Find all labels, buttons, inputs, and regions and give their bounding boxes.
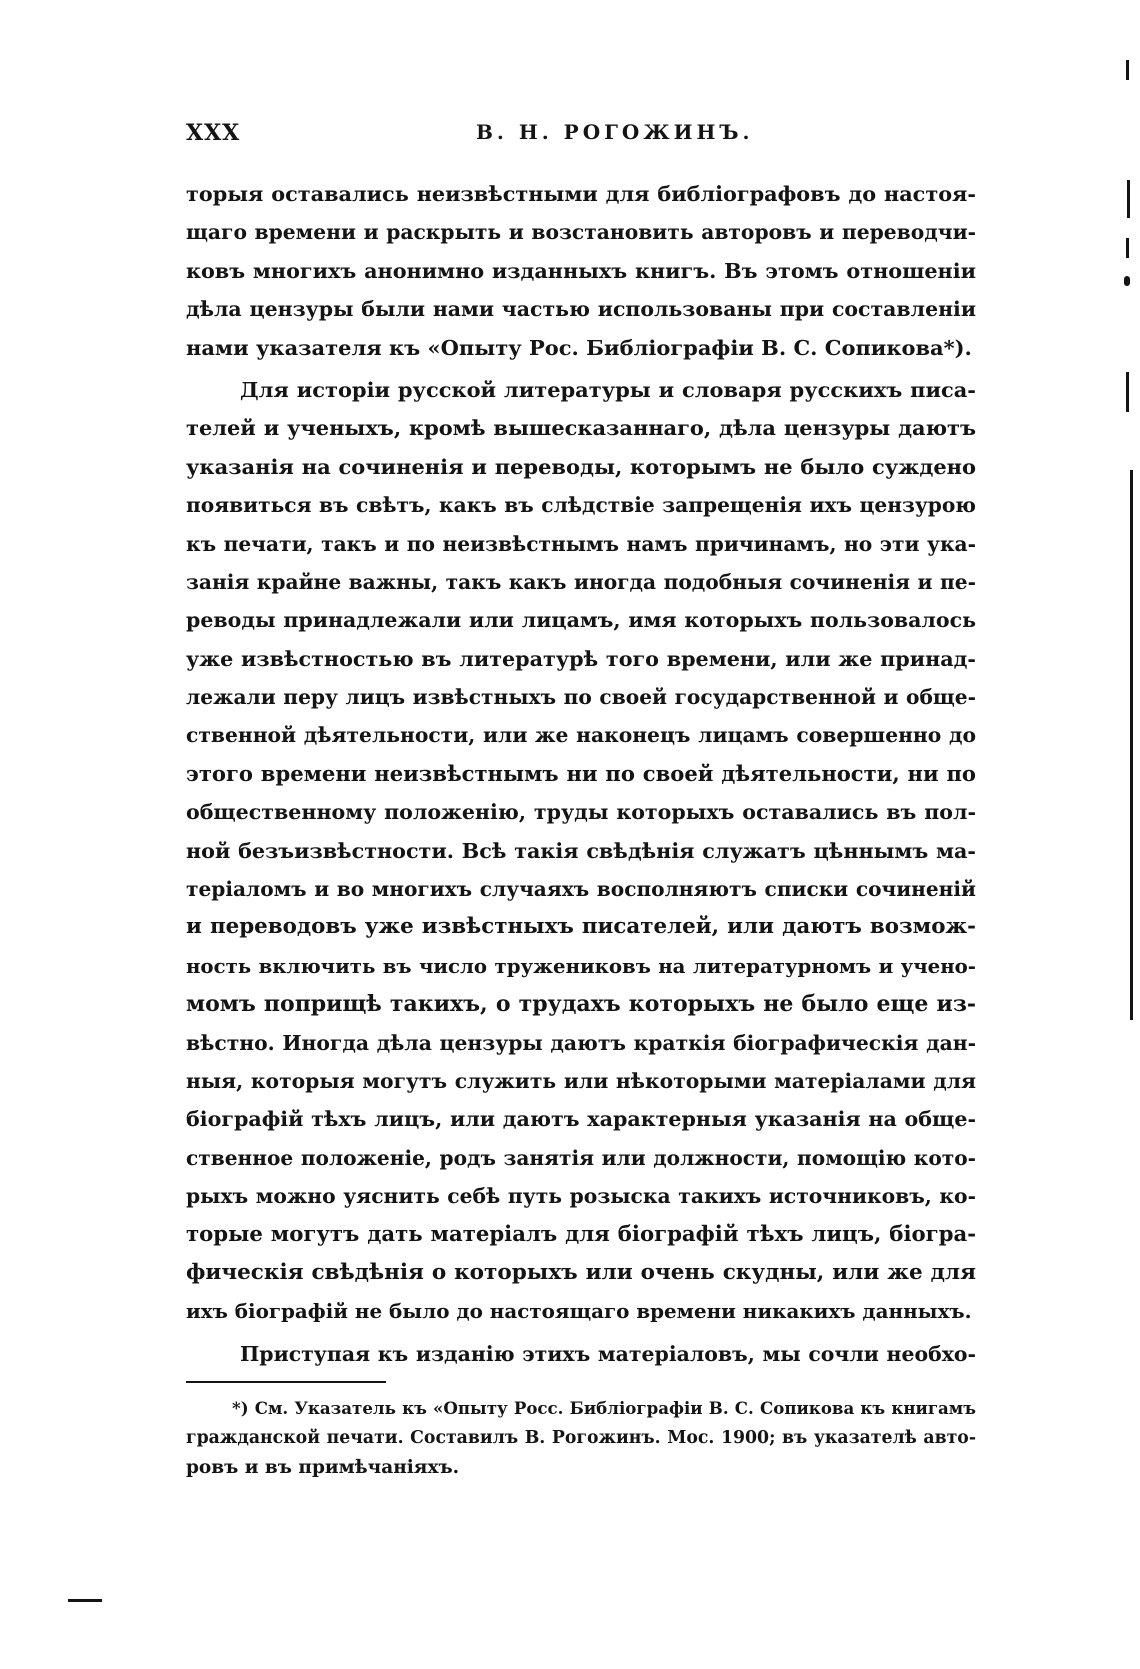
text-line: торые могутъ дать матеріалъ для біографій тѣхъ лицъ, біогра- (186, 1221, 976, 1247)
text-line: ихъ біографій не было до настоящаго времени никакихъ данныхъ. (186, 1299, 972, 1324)
scan-margin-mark (1126, 372, 1129, 412)
text-line: ныя, которыя могутъ служить или нѣкоторыми матеріалами для (186, 1068, 976, 1093)
text-line: телей и ученыхъ, кромѣ вышесказаннаго, дѣла цензуры даютъ (186, 415, 976, 441)
text-line: вѣстно. Иногда дѣла цензуры даютъ краткія біографическія дан- (186, 1030, 976, 1055)
scan-margin-mark (1126, 238, 1129, 258)
scan-margin-mark (1127, 180, 1130, 218)
paragraph-first-line: Приступая къ изданію этихъ матеріаловъ, мы сочли необхо- (240, 1341, 976, 1366)
text-line: ность включить въ число тружениковъ на литературномъ и учено- (186, 953, 976, 978)
text-line: ственной дѣятельности, или же наконецъ лицамъ совершенно до (186, 723, 976, 748)
footnote (186, 1393, 976, 1483)
text-line: реводы принадлежали или лицамъ, имя которыхъ пользовалось (186, 608, 976, 633)
text-line: указанія на сочиненія и переводы, которымъ не было суждено (186, 453, 976, 479)
scan-margin-mark (1126, 60, 1129, 80)
text-line: ковъ многихъ анонимно изданныхъ книгъ. Въ этомъ отношеніи (186, 258, 976, 283)
text-line: лежали перу лицъ извѣстныхъ по своей государственной и обще- (186, 685, 976, 710)
body-text (186, 175, 976, 1373)
page-number: XXX (186, 120, 241, 146)
scan-margin-mark (1124, 276, 1130, 286)
text-line: ственное положеніе, родъ занятія или должности, помощію кото- (186, 1145, 976, 1170)
footnote-line: ровъ и въ примѣчаніяхъ. (186, 1457, 460, 1478)
footnote-line: *) См. Указатель къ «Опыту Росс. Библіографіи В. С. Сопикова къ книгамъ (232, 1398, 976, 1418)
text-line: торыя оставались неизвѣстными для библіографовъ до настоя- (186, 181, 976, 206)
scan-margin-mark (1130, 470, 1133, 1020)
text-line: щаго времени и раскрыть и возстановить авторовъ и переводчи- (186, 220, 976, 245)
footnote-line: гражданской печати. Составилъ В. Рогожинъ. Мос. 1900; въ указателѣ авто- (186, 1428, 976, 1448)
text-line: появиться въ свѣтъ, какъ въ слѣдствіе запрещенія ихъ цензурою (186, 493, 976, 518)
text-line: біографій тѣхъ лицъ, или даютъ характерныя указанія на обще- (186, 1107, 976, 1132)
text-line: общественному положенію, труды которыхъ оставались въ пол- (186, 800, 976, 825)
text-line: фическія свѣдѣнія о которыхъ или очень скудны, или же для (186, 1259, 976, 1285)
running-title: В. Н. РОГОЖИНЪ. (476, 120, 754, 144)
text-line: занія крайне важны, такъ какъ иногда подобныя сочиненія и пе- (186, 569, 976, 594)
scan-margin-mark (68, 1599, 102, 1602)
text-line: нами указателя къ «Опыту Рос. Библіографіи В. С. Сопикова*). (186, 334, 972, 360)
page-header (186, 120, 976, 152)
text-line: этого времени неизвѣстнымъ ни по своей дѣятельности, ни по (186, 760, 976, 786)
text-line: рыхъ можно уяснить себѣ путь розыска такихъ источниковъ, ко- (186, 1184, 976, 1209)
text-line: уже извѣстностью въ литературѣ того времени, или же принад- (186, 646, 976, 671)
text-line: ной безъизвѣстности. Всѣ такія свѣдѣнія служатъ цѣннымъ ма- (186, 838, 976, 863)
text-line: къ печати, такъ и по неизвѣстнымъ намъ причинамъ, но эти ука- (186, 531, 976, 556)
text-line: дѣла цензуры были нами частью использованы при составленіи (186, 297, 976, 322)
text-line: теріаломъ и во многихъ случаяхъ восполняютъ списки сочиненій (186, 877, 976, 902)
text-line: момъ поприщѣ такихъ, о трудахъ которыхъ не было еще из- (186, 991, 976, 1018)
text-line: и переводовъ уже извѣстныхъ писателей, или даютъ возмож- (186, 914, 976, 940)
paragraph-first-line: Для исторіи русской литературы и словаря русскихъ писа- (240, 376, 976, 402)
footnote-rule (186, 1381, 386, 1383)
